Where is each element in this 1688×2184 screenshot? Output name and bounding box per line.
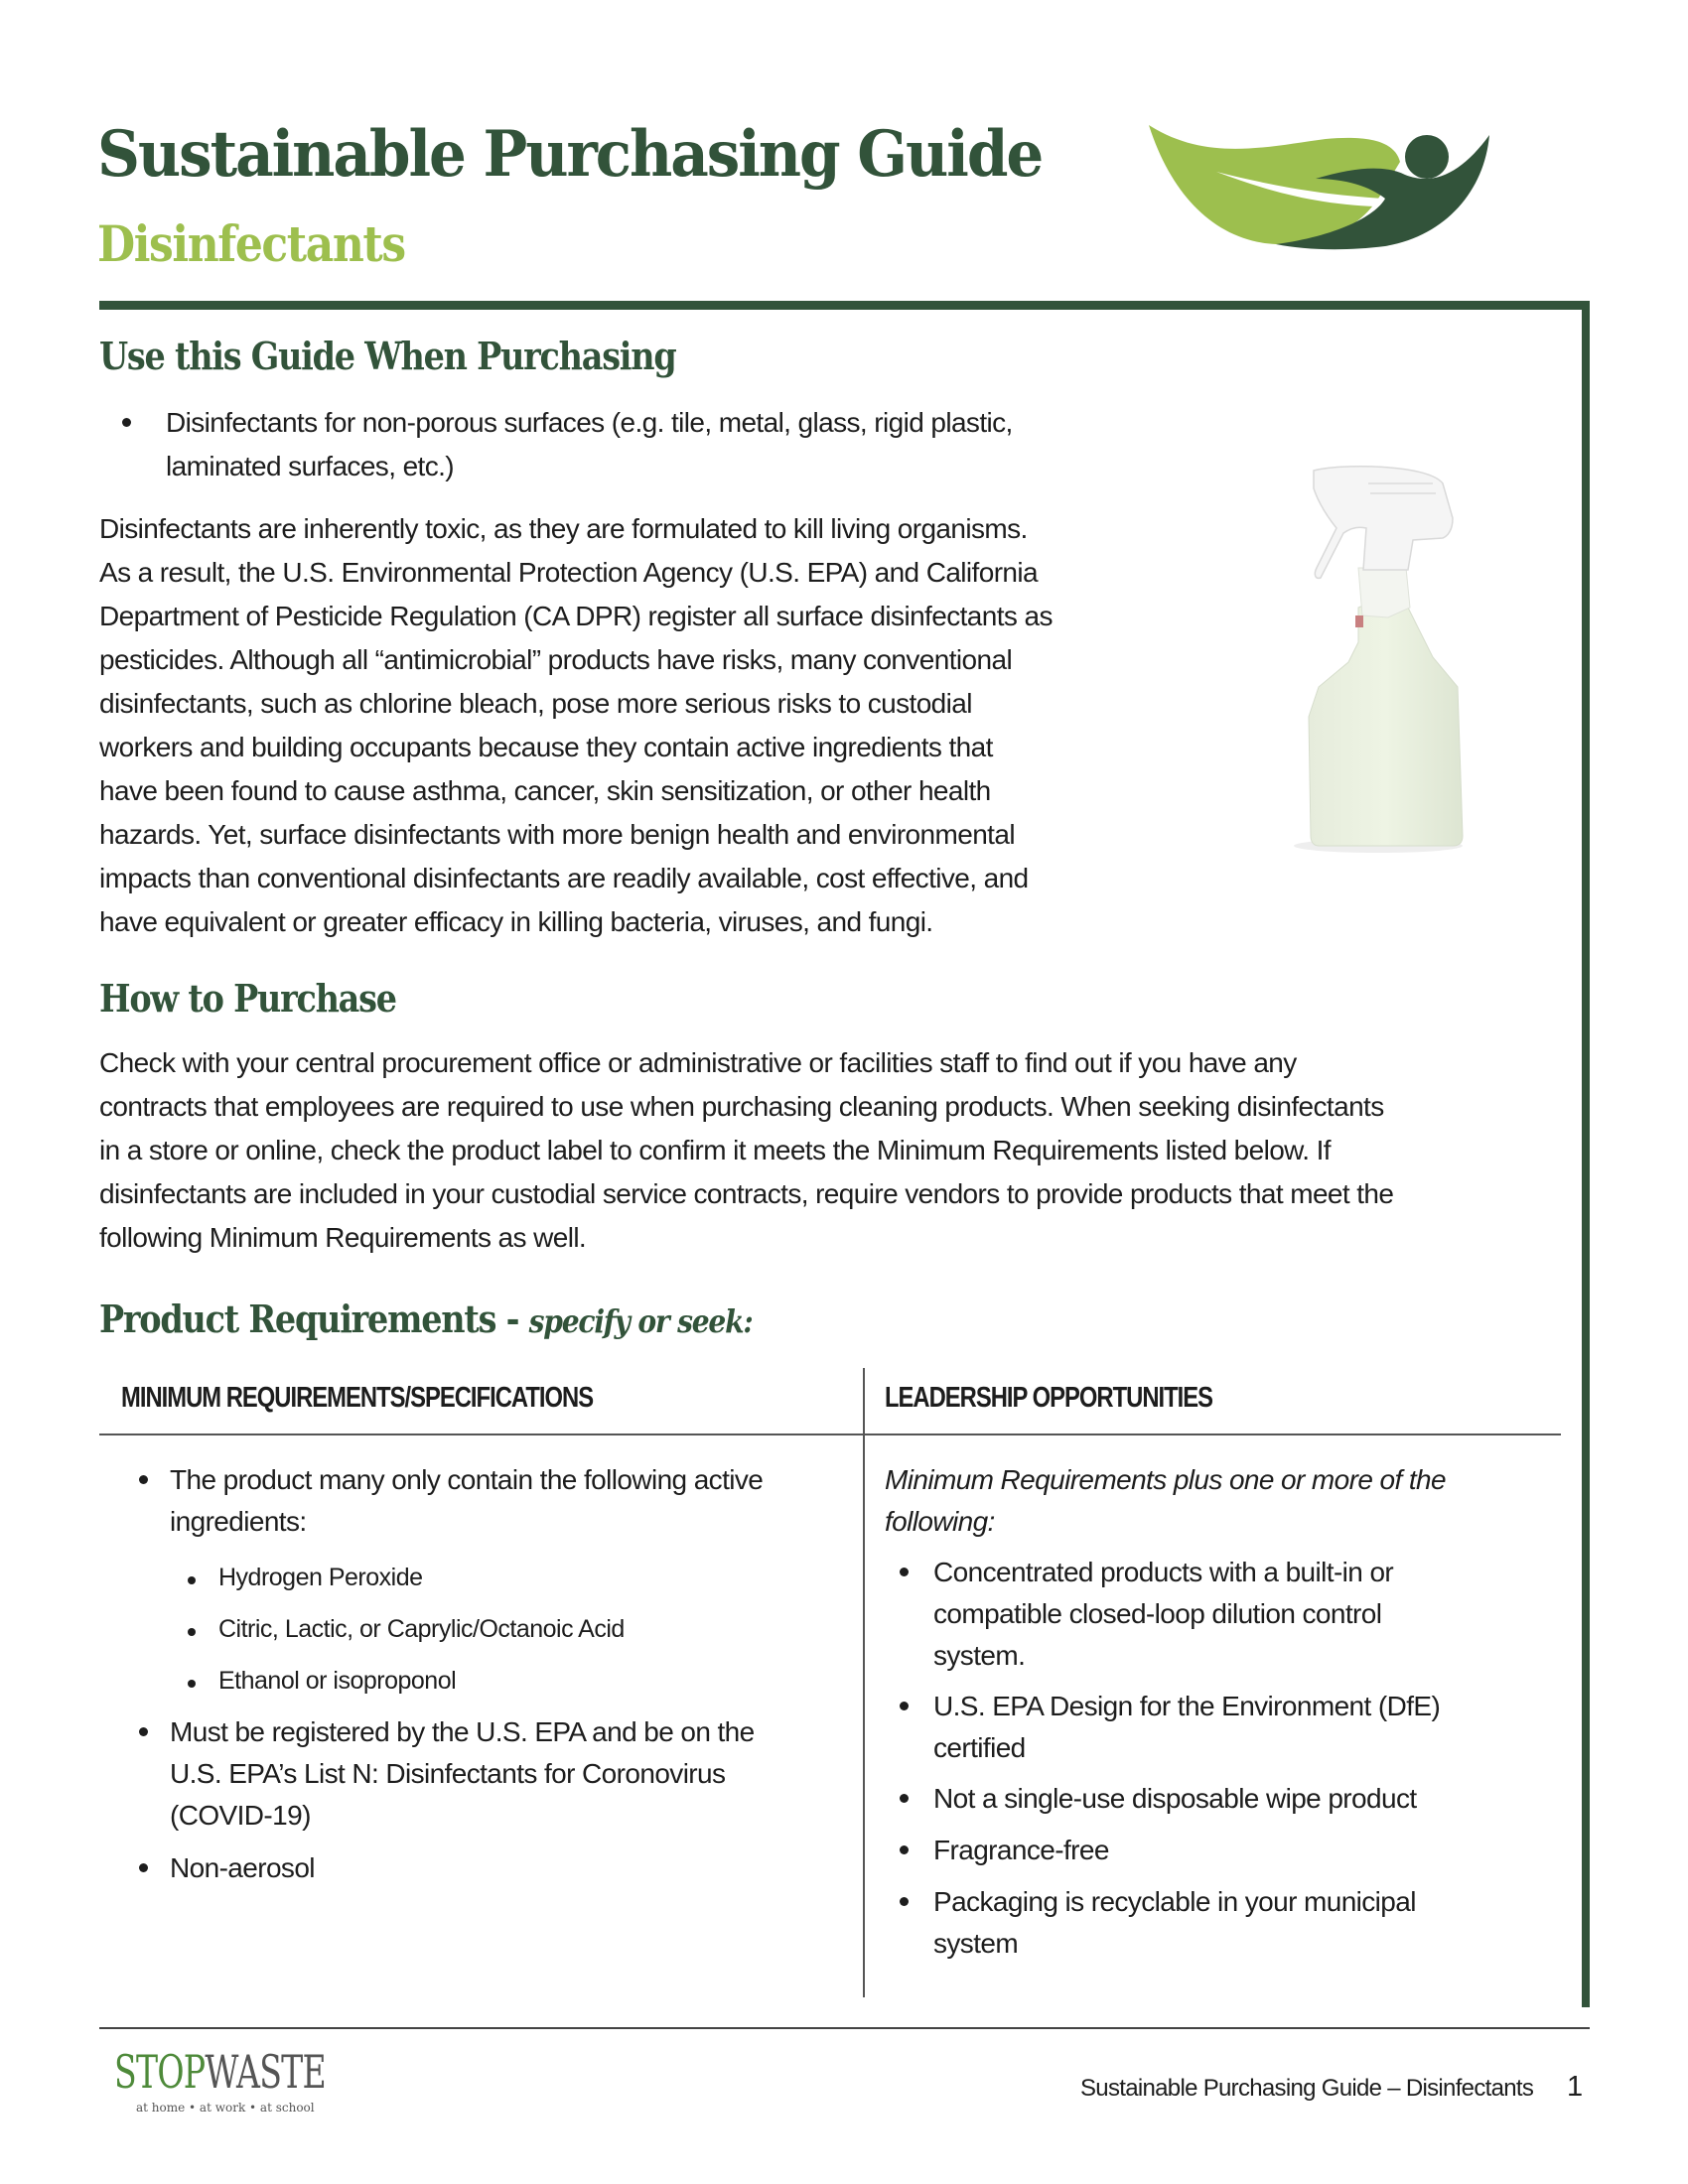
leadership-line: Concentrated products with a built-in or <box>933 1557 1394 1587</box>
sub-bullet-icon <box>188 1680 196 1688</box>
paragraph-line: impacts than conventional disinfectants are readily available, cost effective, and <box>99 863 1029 893</box>
table-column-divider <box>863 1368 865 1997</box>
section-heading-how-to-purchase: How to Purchase <box>99 976 396 1021</box>
leadership-intro-line: Minimum Requirements plus one or more of the <box>885 1464 1446 1495</box>
paragraph-line: workers and building occupants because they contain active ingredients that <box>99 732 993 762</box>
paragraph-line: disinfectants are included in your custodial service contracts, require vendors to provide products that meet the <box>99 1178 1394 1209</box>
section-heading-product-requirements <box>99 1297 753 1341</box>
bottle-neck <box>1358 568 1410 617</box>
ingredient-item: Hydrogen Peroxide <box>218 1564 423 1591</box>
bullet-icon <box>139 1727 148 1736</box>
stopwaste-logo <box>114 2043 343 2122</box>
bullet-icon <box>900 1845 909 1854</box>
logo-waste: WASTE <box>205 2045 327 2099</box>
leadership-line: system <box>933 1928 1019 1959</box>
leadership-line: Not a single-use disposable wipe product <box>933 1783 1417 1814</box>
footer-divider <box>99 2027 1590 2029</box>
ingredient-item: Citric, Lactic, or Caprylic/Octanoic Acid <box>218 1615 625 1643</box>
paragraph-line: disinfectants, such as chlorine bleach, pose more serious risks to custodial <box>99 688 972 719</box>
table-header-divider <box>99 1433 1561 1435</box>
paragraph-line: contracts that employees are required to use when purchasing cleaning products. When seeking disinfectants <box>99 1091 1384 1122</box>
paragraph-line: following Minimum Requirements as well. <box>99 1222 587 1253</box>
paragraph-line: in a store or online, check the product label to confirm it meets the Minimum Requirements listed below. If <box>99 1135 1331 1165</box>
logo-stop: STOP <box>114 2045 206 2099</box>
stopwaste-logo-text <box>114 2045 326 2099</box>
min-req-line: Non-aerosol <box>170 1852 315 1883</box>
paragraph-line: hazards. Yet, surface disinfectants with more benign health and environmental <box>99 819 1015 850</box>
bullet-icon <box>900 1702 909 1710</box>
leadership-line: system. <box>933 1640 1026 1671</box>
leadership-line: compatible closed-loop dilution control <box>933 1598 1382 1629</box>
heading-text: Product Requirements - <box>99 1297 519 1341</box>
paragraph-line: As a result, the U.S. Environmental Protection Agency (U.S. EPA) and California <box>99 557 1038 588</box>
bullet-icon <box>900 1897 909 1906</box>
min-req-line: The product many only contain the following active <box>170 1464 764 1495</box>
paragraph-line: Department of Pesticide Regulation (CA DPR) register all surface disinfectants as <box>99 601 1053 631</box>
leadership-line: U.S. EPA Design for the Environment (DfE) <box>933 1691 1441 1721</box>
bullet-icon <box>139 1475 148 1484</box>
paragraph-line: Check with your central procurement office or administrative or facilities staff to find out if you have any <box>99 1047 1297 1078</box>
column-header-leadership: LEADERSHIP OPPORTUNITIES <box>885 1382 1213 1414</box>
leadership-line: Fragrance-free <box>933 1835 1109 1865</box>
min-req-line: ingredients: <box>170 1506 307 1537</box>
page-title: Sustainable Purchasing Guide <box>97 117 1043 192</box>
min-req-line: (COVID-19) <box>170 1800 311 1831</box>
section-heading-use-guide: Use this Guide When Purchasing <box>99 334 676 378</box>
ingredient-item: Ethanol or isoproponol <box>218 1667 457 1695</box>
heading-suffix: specify or seek: <box>528 1302 753 1340</box>
bullet-icon <box>139 1863 148 1872</box>
paragraph-line: have equivalent or greater efficacy in killing bacteria, viruses, and fungi. <box>99 906 933 937</box>
bottle-body <box>1309 596 1463 846</box>
min-req-line: U.S. EPA’s List N: Disinfectants for Coronovirus <box>170 1758 726 1789</box>
column-header-minimum: MINIMUM REQUIREMENTS/SPECIFICATIONS <box>121 1382 594 1414</box>
spray-bottle-image-icon <box>1259 459 1487 856</box>
footer-title: Sustainable Purchasing Guide – Disinfectants <box>1080 2075 1534 2102</box>
sub-bullet-icon <box>188 1628 196 1636</box>
min-req-line: Must be registered by the U.S. EPA and be on the <box>170 1716 755 1747</box>
page-number: 1 <box>1567 2071 1584 2103</box>
bullet-icon <box>900 1568 909 1576</box>
paragraph-line: pesticides. Although all “antimicrobial” products have risks, many conventional <box>99 644 1013 675</box>
bullet-icon <box>900 1794 909 1803</box>
frame-right-border <box>1582 301 1590 2007</box>
paragraph-line: Disinfectants are inherently toxic, as they are formulated to kill living organisms. <box>99 513 1028 544</box>
paragraph-line: have been found to cause asthma, cancer, skin sensitization, or other health <box>99 775 991 806</box>
bullet-icon <box>122 418 131 427</box>
use-guide-bullet-line: Disinfectants for non-porous surfaces (e.g. tile, metal, glass, rigid plastic, <box>166 407 1013 438</box>
page-subtitle: Disinfectants <box>97 214 405 273</box>
leadership-intro-line: following: <box>885 1506 995 1537</box>
sub-bullet-icon <box>188 1576 196 1584</box>
use-guide-bullet-line: laminated surfaces, etc.) <box>166 451 455 481</box>
leadership-line: certified <box>933 1732 1026 1763</box>
frame-top-border <box>99 301 1590 310</box>
person-head <box>1405 135 1449 179</box>
leadership-line: Packaging is recyclable in your municipal <box>933 1886 1416 1917</box>
leaf-person-logo-icon <box>1147 117 1499 256</box>
stopwaste-tagline: at home • at work • at school <box>136 2101 315 2115</box>
